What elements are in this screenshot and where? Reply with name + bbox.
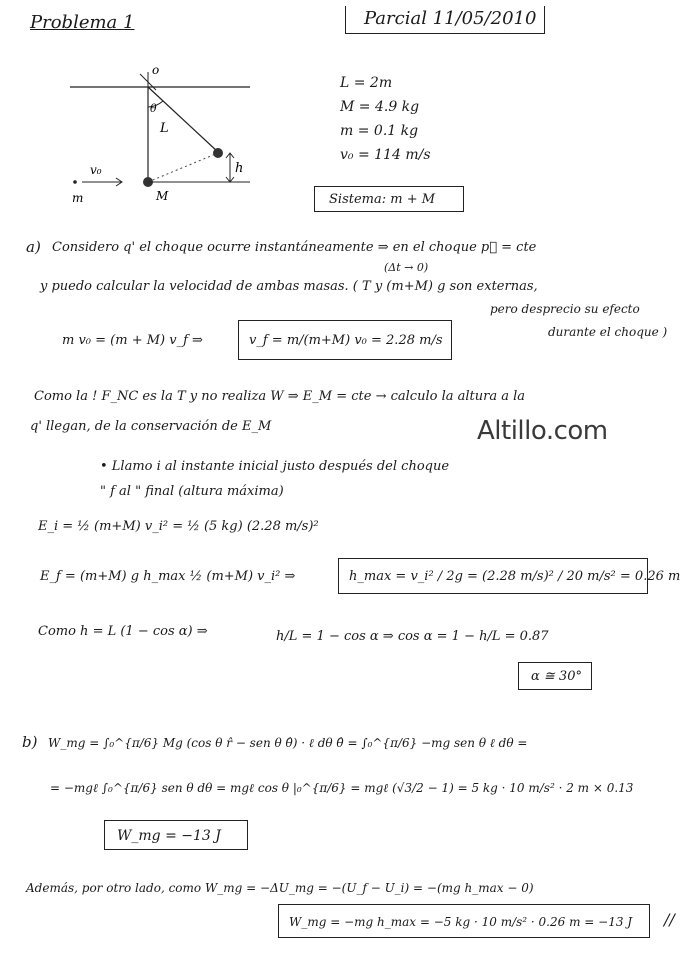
pendulum-diagram bbox=[60, 60, 270, 210]
problem-title: Problema 1 bbox=[30, 12, 135, 33]
pivot-label: o bbox=[152, 63, 160, 77]
vf-result-box: v_f = m/(m+M) v₀ = 2.28 m/s bbox=[238, 320, 452, 360]
length-label: L bbox=[160, 121, 169, 136]
v0-label: v₀ bbox=[90, 163, 102, 177]
part-a-label: a) bbox=[26, 238, 41, 256]
part-a-line3: Como la ! F_NC es la T y no realiza W ⇒ E_M = cte → calculo la altura a la bbox=[34, 389, 526, 404]
work-integral-2: = −mgℓ ∫₀^{π/6} sen θ dθ = mgℓ cos θ |₀^{π/6} = mgℓ (√3/2 − 1) = 5 kg · 10 m/s² · 2 m × 0.13 bbox=[50, 781, 634, 795]
part-b-label: b) bbox=[22, 733, 38, 751]
given-m: m = 0.1 kg bbox=[340, 123, 419, 139]
height-relation: Como h = L (1 − cos α) ⇒ bbox=[38, 624, 208, 639]
bullet-initial: • Llamo i al instante inicial justo después del choque bbox=[100, 459, 450, 474]
displaced-string bbox=[148, 87, 218, 152]
cos-alpha: h/L = 1 − cos α ⇒ cos α = 1 − h/L = 0.87 bbox=[276, 629, 549, 644]
watermark: Altillo.com bbox=[477, 416, 608, 446]
alpha-result-box: α ≅ 30° bbox=[518, 662, 592, 690]
energy-final: E_f = (m+M) g h_max ½ (m+M) v_i² ⇒ bbox=[40, 569, 296, 584]
energy-initial: E_i = ½ (m+M) v_i² = ½ (5 kg) (2.28 m/s)² bbox=[38, 519, 319, 534]
M-label: M bbox=[156, 189, 169, 203]
momentum-equation: m v₀ = (m + M) v_f ⇒ bbox=[62, 333, 203, 348]
part-a-line4: q' llegan, de la conservación de E_M bbox=[30, 419, 272, 434]
height-label: h bbox=[235, 161, 244, 176]
part-a-line2: y puedo calcular la velocidad de ambas masas. ( T y (m+M) g son externas, bbox=[40, 279, 538, 294]
system-box: Sistema: m + M bbox=[314, 186, 464, 212]
part-a-line2b: pero desprecio su efecto bbox=[490, 302, 640, 316]
theta-label: θ bbox=[150, 102, 157, 115]
given-L: L = 2m bbox=[340, 75, 393, 91]
ademas-line: Además, por otro lado, como W_mg = −ΔU_mg = −(U_f − U_i) = −(mg h_max − 0) bbox=[26, 881, 534, 895]
work-result-box: W_mg = −13 J bbox=[104, 820, 248, 850]
bullet-final: " f al " final (altura máxima) bbox=[100, 484, 284, 499]
final-work-box: W_mg = −mg h_max = −5 kg · 10 m/s² · 0.26 m = −13 J bbox=[278, 904, 650, 938]
m-label: m bbox=[72, 191, 84, 205]
bullet-m bbox=[73, 180, 77, 184]
exam-date-box: Parcial 11/05/2010 bbox=[345, 6, 545, 34]
hmax-result-box: h_max = v_i² / 2g = (2.28 m/s)² / 20 m/s² = 0.26 m bbox=[338, 558, 648, 594]
part-a-line1: Considero q' el choque ocurre instantáneamente ⇒ en el choque p⃗ = cte bbox=[52, 240, 537, 255]
trajectory-dashed bbox=[148, 153, 218, 182]
part-a-dt: (Δt → 0) bbox=[384, 261, 429, 274]
part-a-line2c: durante el choque ) bbox=[548, 325, 668, 339]
end-mark: // bbox=[664, 910, 675, 929]
given-M: M = 4.9 kg bbox=[340, 99, 420, 115]
work-integral-1: W_mg = ∫₀^{π/6} Mg (cos θ r̂ − sen θ θ̂) · ℓ dθ θ̂ = ∫₀^{π/6} −mg sen θ ℓ dθ = bbox=[48, 736, 528, 750]
given-v0: v₀ = 114 m/s bbox=[340, 147, 431, 163]
